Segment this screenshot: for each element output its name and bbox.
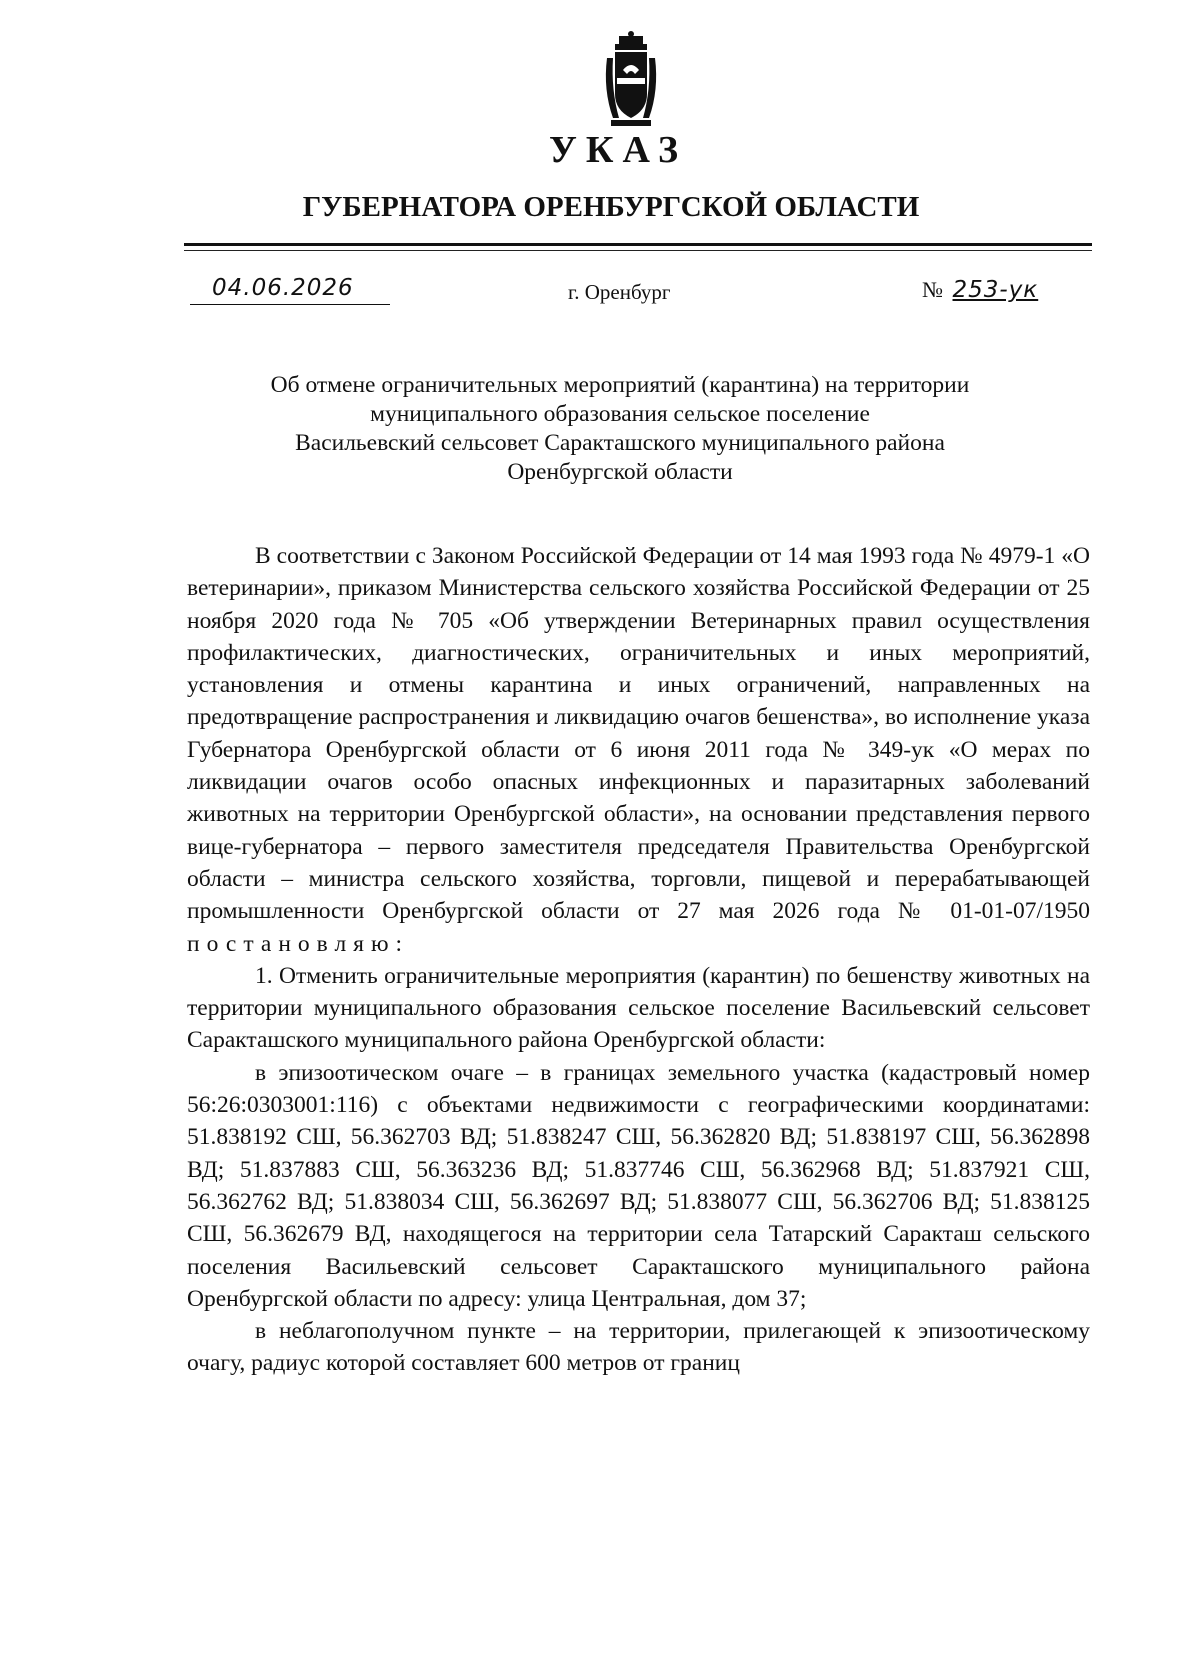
subject-line: муниципального образования сельское поселение (370, 401, 870, 427)
document-subject (0, 371, 1200, 487)
document-meta (0, 272, 1200, 322)
document-date: 04.06.2026 (190, 272, 390, 305)
number-value: 253-ук (952, 277, 1039, 303)
item-1-zone-paragraph: в неблагополучном пункте – на территории, прилегающей к эпизоотическому очагу, радиус которой составляет 600 метров от границ (187, 1318, 1090, 1377)
item-1-focus-paragraph: в эпизоотическом очаге – в границах земельного участка (кадастровый номер 56:26:0303001:116) с объектами недвижимости с географическими координатами: 51.838192 СШ, 56.362703 ВД; 51.838247 СШ, 56.362820 ВД; 51.838197 СШ, 56.362898 ВД; 51.837883 СШ, 56.363236 ВД; 51.837746 СШ, 56.362968 ВД; 51.837921 СШ, 56.362762 ВД; 51.838034 СШ, 56.362697 ВД; 51.838077 СШ, 56.362706 ВД; 51.838125 СШ, 56.362679 ВД, находящегося на территории села Татарский Саракташ сельского поселения Васильевский сельсовет Саракташского муниципального района Оренбургской области по адресу: улица Центральная, дом 37; (187, 1059, 1090, 1312)
document-number (922, 276, 1038, 304)
preamble-text: В соответствии с Законом Российской Федерации от 14 мая 1993 года № 4979-1 «О ветеринарии», приказом Министерства сельского хозяйства Российской Федерации от 25 ноября 2020 года № 705 «Об утверждении Ветеринарных правил осуществления профилактических, диагностических, ограничительных и иных мероприятий, установления и отмены карантина и иных ограничений, направленных на предотвращение распространения и ликвидацию очагов бешенства», во исполнение указа Губернатора Оренбургской области от 6 июня 2011 года № 349-ук «О мерах по ликвидации очагов особо опасных инфекционных и паразитарных заболеваний животных на территории Оренбургской области», на основании представления первого вице-губернатора – первого заместителя председателя Правительства Оренбургской области – министра сельского хозяйства, торговли, пищевой и перерабатывающей промышленности Оренбургской области от 27 мая 2026 года № 01-01-07/1950 (187, 543, 1090, 925)
number-prefix: № (922, 277, 943, 302)
document-title: УКАЗ (549, 129, 687, 171)
document-body (187, 540, 1090, 1380)
header-rule-thick (184, 243, 1092, 246)
subject-line: Оренбургской области (507, 459, 733, 485)
subject-line: Васильевский сельсовет Саракташского муниципального района (295, 430, 945, 456)
header-rule-thin (184, 250, 1092, 251)
document-issuer: ГУБЕРНАТОРА ОРЕНБУРГСКОЙ ОБЛАСТИ (302, 191, 920, 223)
item-1-paragraph: 1. Отменить ограничительные мероприятия (карантин) по бешенству животных на территории муниципального образования сельское поселение Васильевский сельсовет Саракташского муниципального района Оренбургской области: (187, 962, 1090, 1054)
coat-of-arms-icon (601, 30, 661, 130)
preamble-paragraph (187, 540, 1090, 960)
document-city: г. Оренбург (568, 280, 671, 304)
decree-word: постановляю: (187, 930, 410, 957)
subject-line: Об отмене ограничительных мероприятий (карантина) на территории (270, 372, 970, 398)
